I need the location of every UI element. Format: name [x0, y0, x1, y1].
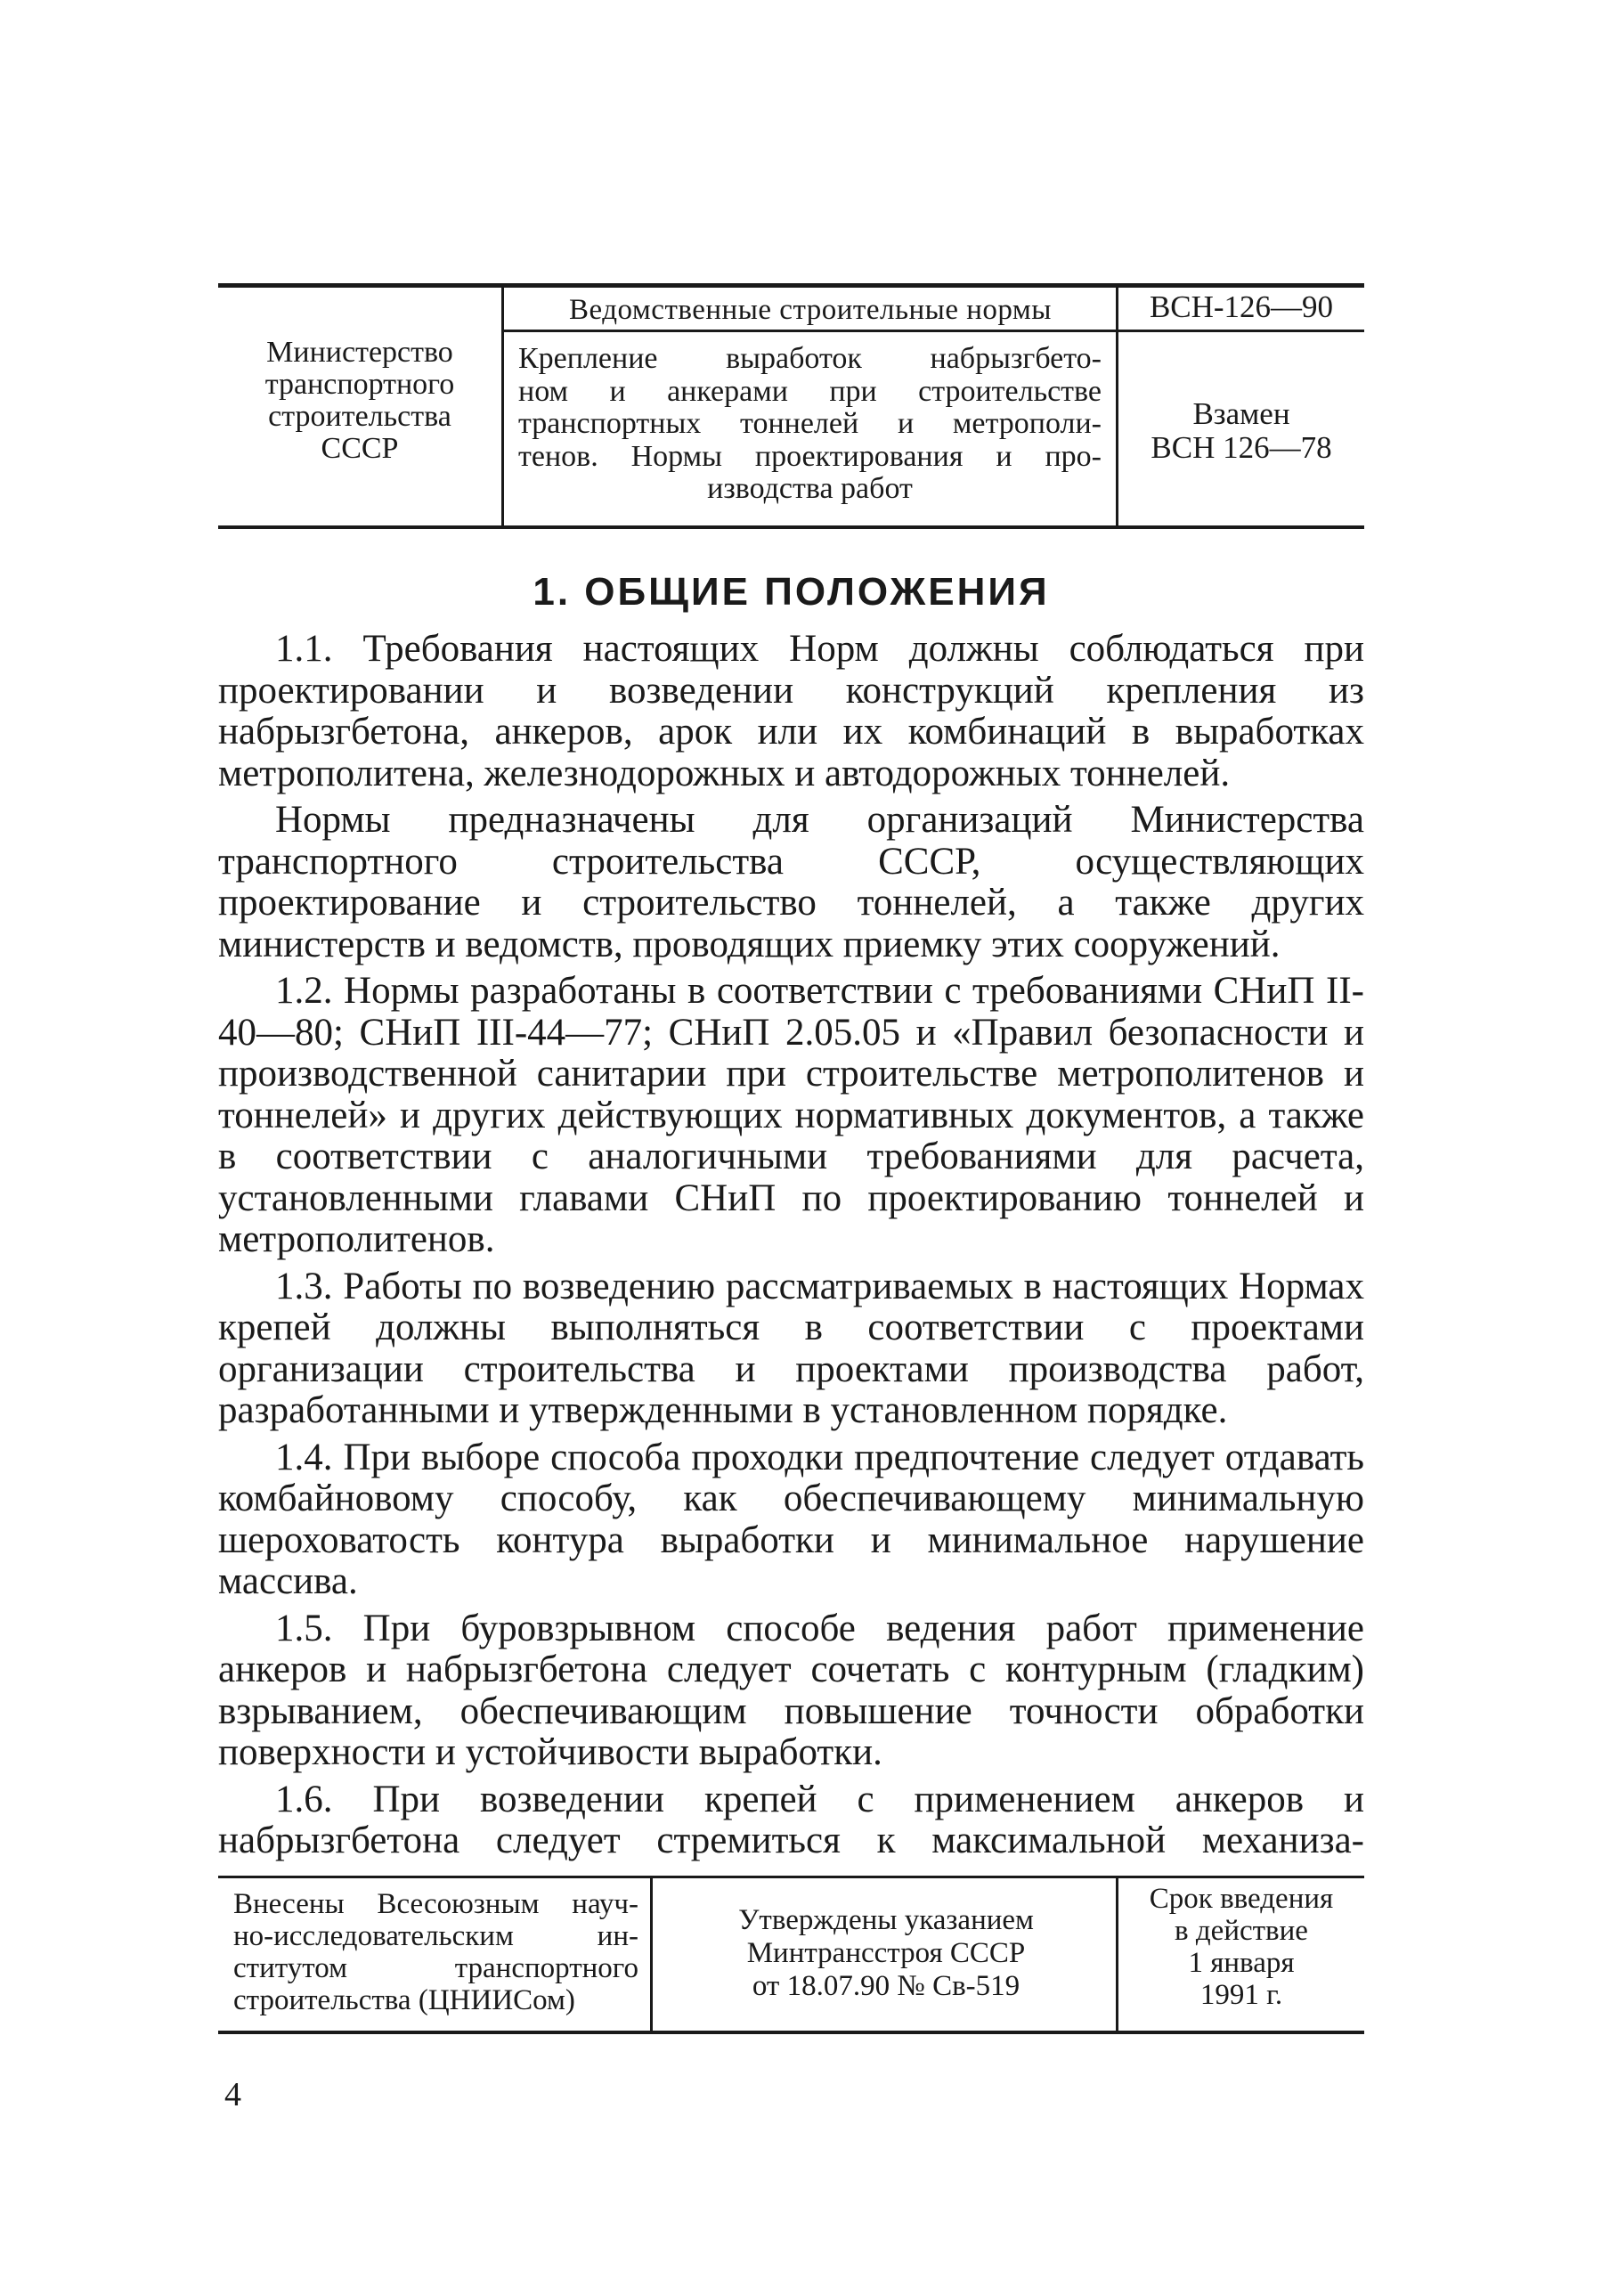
- title-line: транспортных тоннелей и метрополи-: [518, 407, 1102, 440]
- header-divider-left: [501, 287, 504, 525]
- introduced-line: Внесены Всесоюзным науч-: [233, 1888, 638, 1920]
- approved-line: от 18.07.90 № Св-519: [752, 1970, 1020, 2002]
- paragraph: 1.3. Работы по возведению рассматриваемых в настоящих Нормах крепей должны выполняться в соответствии с проектами организации строительства и проектами производства работ, разработанными и утвержденными в установленном порядке.: [218, 1265, 1364, 1431]
- body-text: [218, 629, 1364, 1868]
- paragraph: 1.6. При возведении крепей с применением анкеров и набрызгбетона следует стремиться к максимальной механиза-: [218, 1778, 1364, 1861]
- introduced-line: ститутом транспортного: [233, 1952, 638, 1984]
- effective-line: в действие: [1175, 1915, 1308, 1947]
- document-code: ВСН-126—90: [1149, 289, 1334, 324]
- introduced-by: [233, 1888, 638, 2016]
- approved-by: [677, 1904, 1095, 2003]
- title-line: ном и анкерами при строительстве: [518, 374, 1102, 408]
- norms-type: Ведомственные строительные нормы: [569, 294, 1052, 326]
- footer-top-rule: [218, 1876, 1364, 1878]
- replaces-code: ВСН 126—78: [1151, 430, 1332, 465]
- section-title: 1. ОБЩИЕ ПОЛОЖЕНИЯ: [533, 570, 1050, 614]
- paragraph: Нормы предназначены для организаций Министерства транспортного строительства СССР, осуществляющих проектирование и строительство тоннелей, а также других министерств и ведомств, проводящих приемку этих сооружений.: [218, 799, 1364, 965]
- ministry-line: транспортного: [264, 368, 455, 401]
- page-number: 4: [224, 2076, 241, 2113]
- introduced-line: но-исследовательским ин-: [233, 1920, 638, 1952]
- footer-bottom-rule: [218, 2031, 1364, 2034]
- header-mid-rule: [504, 330, 1364, 332]
- paragraph: 1.1. Требования настоящих Норм должны соблюдаться при проектировании и возведении конструкций крепления из набрызгбетона, анкеров, арок или их комбинаций в выработках метрополитена, железнодорожных и автодорожных тоннелей.: [218, 628, 1364, 794]
- paragraph: 1.5. При буровзрывном способе ведения работ применение анкеров и набрызгбетона следует сочетать с контурным (гладким) взрыванием, обеспечивающим повышение точности обработки поверхности и устойчивости выработки.: [218, 1607, 1364, 1773]
- effective-line: 1 января: [1188, 1947, 1295, 1979]
- approved-line: Минтрансстроя СССР: [746, 1937, 1026, 1969]
- header-top-rule: [218, 283, 1364, 288]
- title-line: тенов. Нормы проектирования и про-: [518, 439, 1102, 473]
- title-line: изводства работ: [707, 472, 913, 505]
- effective-line: Срок введения: [1149, 1883, 1334, 1915]
- title-line: Крепление выработок набрызгбето-: [518, 342, 1102, 375]
- effective-date: [1118, 1883, 1364, 2011]
- document-title: [518, 343, 1102, 506]
- ministry-block: [218, 337, 501, 465]
- paragraph: 1.2. Нормы разработаны в соответствии с требованиями СНиП II-40—80; СНиП III-44—77; СНиП 2.05.05 и «Правил безопасности и производственной санитарии при строительстве метрополитенов и тоннелей» и других действующих нормативных документов, а также в соответствии с аналогичными требованиями для расчета, установленными главами СНиП по проектированию тоннелей и метрополитенов.: [218, 970, 1364, 1260]
- effective-line: 1991 г.: [1199, 1979, 1283, 2011]
- ministry-line: строительства: [268, 400, 451, 433]
- ministry-line: Министерство: [266, 336, 453, 369]
- replaces-label: Взамен: [1192, 396, 1290, 431]
- header-bottom-rule: [218, 525, 1364, 529]
- ministry-line: СССР: [321, 432, 399, 465]
- replaces-block: [1118, 397, 1364, 465]
- approved-line: Утверждены указанием: [738, 1904, 1034, 1936]
- footer-divider-left: [650, 1878, 653, 2031]
- paragraph: 1.4. При выборе способа проходки предпочтение следует отдавать комбайновому способу, как обеспечивающему минимальную шероховатость контура выработки и минимальное нарушение массива.: [218, 1436, 1364, 1602]
- introduced-line: строительства (ЦНИИСом): [233, 1984, 575, 2016]
